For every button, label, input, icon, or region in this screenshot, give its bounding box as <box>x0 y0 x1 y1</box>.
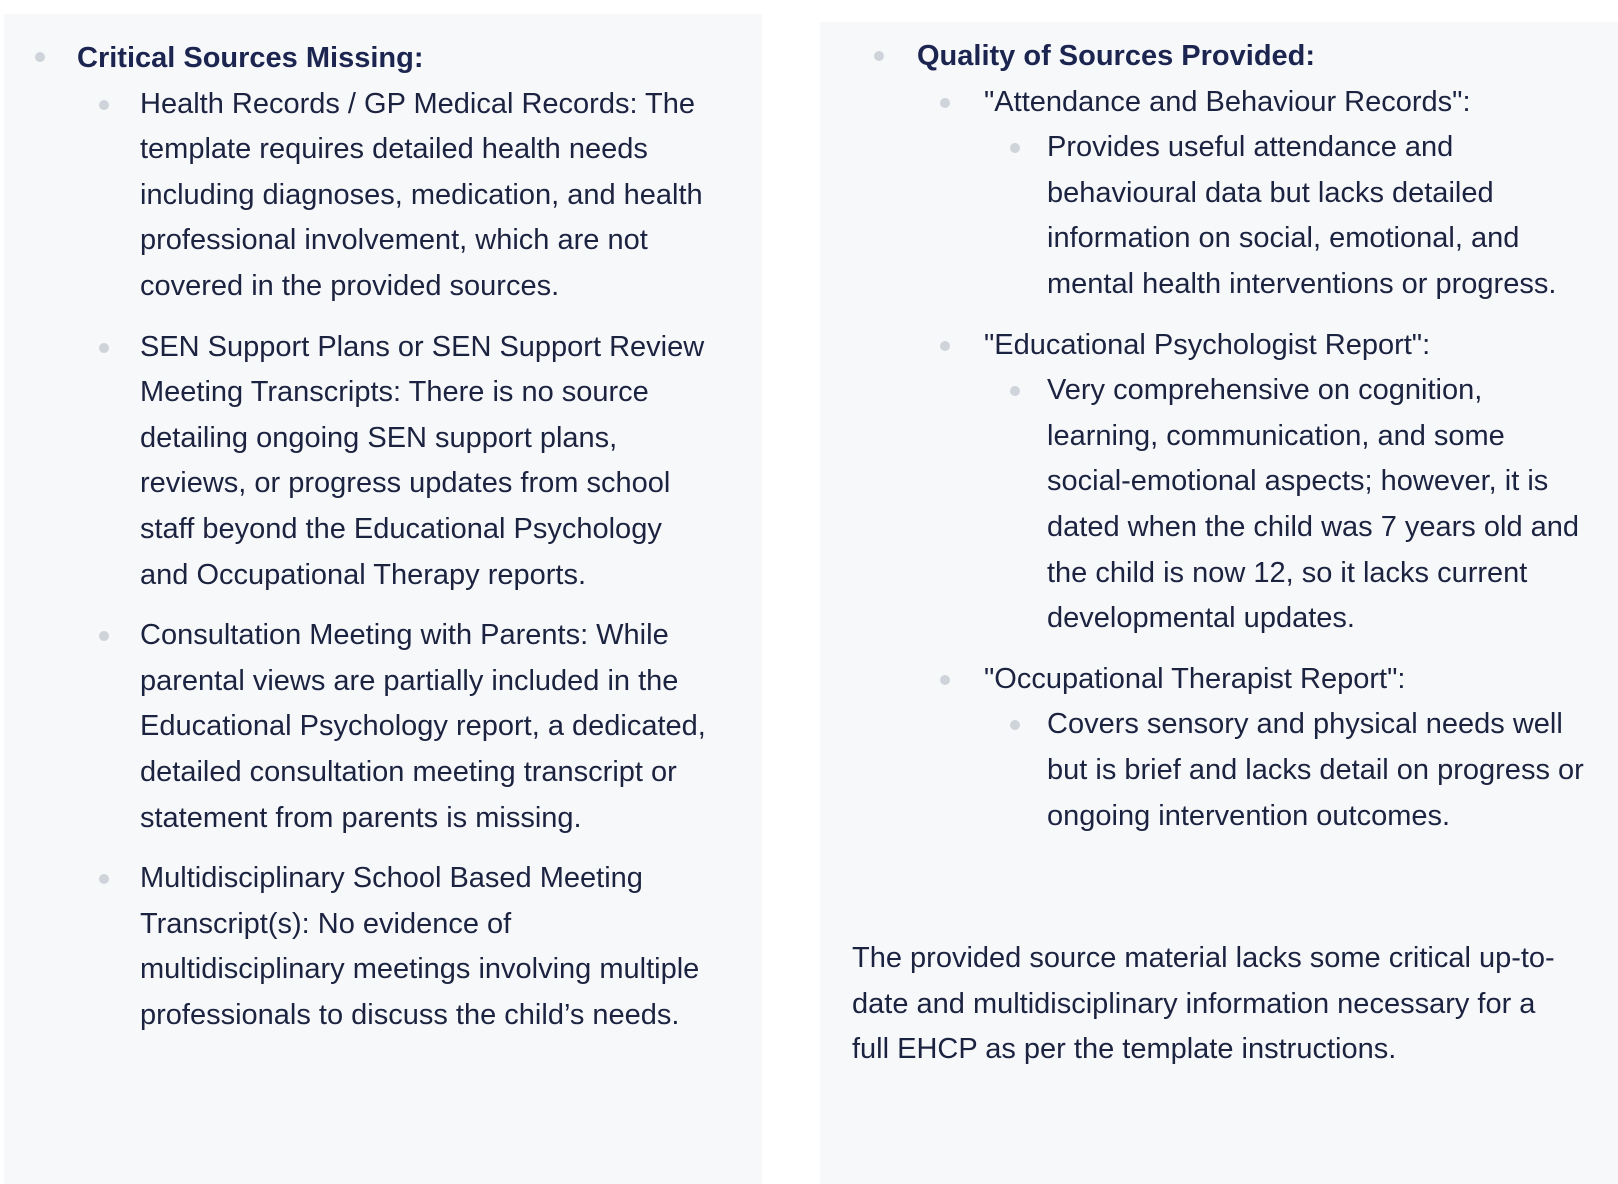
list-item <box>820 323 1618 642</box>
quality-sources-item <box>820 34 1618 839</box>
missing-sources-sublist <box>4 82 762 1039</box>
critical-sources-list <box>4 36 762 1053</box>
bullet-icon <box>1010 143 1020 153</box>
quality-sources-heading: Quality of Sources Provided: <box>917 40 1316 72</box>
bullet-icon <box>35 52 45 62</box>
bullet-icon <box>874 51 884 61</box>
source-detail-attendance: Provides useful attendance and behavioural data but lacks detailed information on social, emotional, and mental health interventions or progress. <box>1047 131 1557 300</box>
list-item <box>4 856 762 1038</box>
source-detail-list <box>984 125 1618 307</box>
list-item <box>4 325 762 599</box>
source-detail-list <box>984 368 1618 642</box>
right-panel <box>820 22 1618 1184</box>
bullet-icon <box>940 98 950 108</box>
list-item <box>820 657 1618 839</box>
missing-source-parent-consultation: Consultation Meeting with Parents: While parental views are partially included in the Educational Psychology report, a dedicated, detailed consultation meeting transcript or statement from parents is missing. <box>140 619 706 834</box>
bullet-icon <box>99 100 109 110</box>
list-item <box>4 613 762 841</box>
missing-source-health-records: Health Records / GP Medical Records: The template requires detailed health needs including diagnoses, medication, and health professional involvement, which are not covered in the provided sources. <box>140 87 703 302</box>
left-panel <box>4 14 762 1184</box>
source-title-occupational-therapist: "Occupational Therapist Report": <box>984 662 1406 695</box>
bullet-icon <box>99 343 109 353</box>
source-detail-educational-psychologist: Very comprehensive on cognition, learning, communication, and some social-emotional aspects; however, it is dated when the child was 7 years old and the child is now 12, so it lacks current developmental updates. <box>1047 374 1580 635</box>
critical-sources-heading: Critical Sources Missing: <box>77 42 424 74</box>
bullet-icon <box>940 341 950 351</box>
list-item <box>1047 702 1594 839</box>
critical-sources-item <box>4 36 762 1038</box>
bullet-icon <box>1010 720 1020 730</box>
summary-paragraph: The provided source material lacks some critical up-to-date and multidisciplinary information necessary for a full EHCP as per the template instructions. <box>852 942 1555 1066</box>
list-item <box>1047 368 1594 642</box>
list-item <box>4 82 762 310</box>
source-title-educational-psychologist: "Educational Psychologist Report": <box>984 328 1431 361</box>
list-item <box>1047 125 1594 307</box>
source-detail-occupational-therapist: Covers sensory and physical needs well but is brief and lacks detail on progress or ongoing intervention outcomes. <box>1047 708 1584 832</box>
quality-sources-list <box>820 34 1618 854</box>
source-detail-list <box>984 702 1618 839</box>
bullet-icon <box>1010 386 1020 396</box>
bullet-icon <box>99 631 109 641</box>
quality-sources-sublist <box>820 80 1618 840</box>
list-item <box>820 80 1618 308</box>
missing-source-multidisciplinary: Multidisciplinary School Based Meeting Transcript(s): No evidence of multidisciplinary meetings involving multiple professionals to discuss the child’s needs. <box>140 862 700 1031</box>
source-title-attendance: "Attendance and Behaviour Records": <box>984 85 1471 118</box>
bullet-icon <box>99 874 109 884</box>
bullet-icon <box>940 675 950 685</box>
missing-source-sen-support: SEN Support Plans or SEN Support Review Meeting Transcripts: There is no source detailing ongoing SEN support plans, reviews, or progress updates from school staff beyond the Educational Psychology and Occupational Therapy reports. <box>140 330 705 591</box>
